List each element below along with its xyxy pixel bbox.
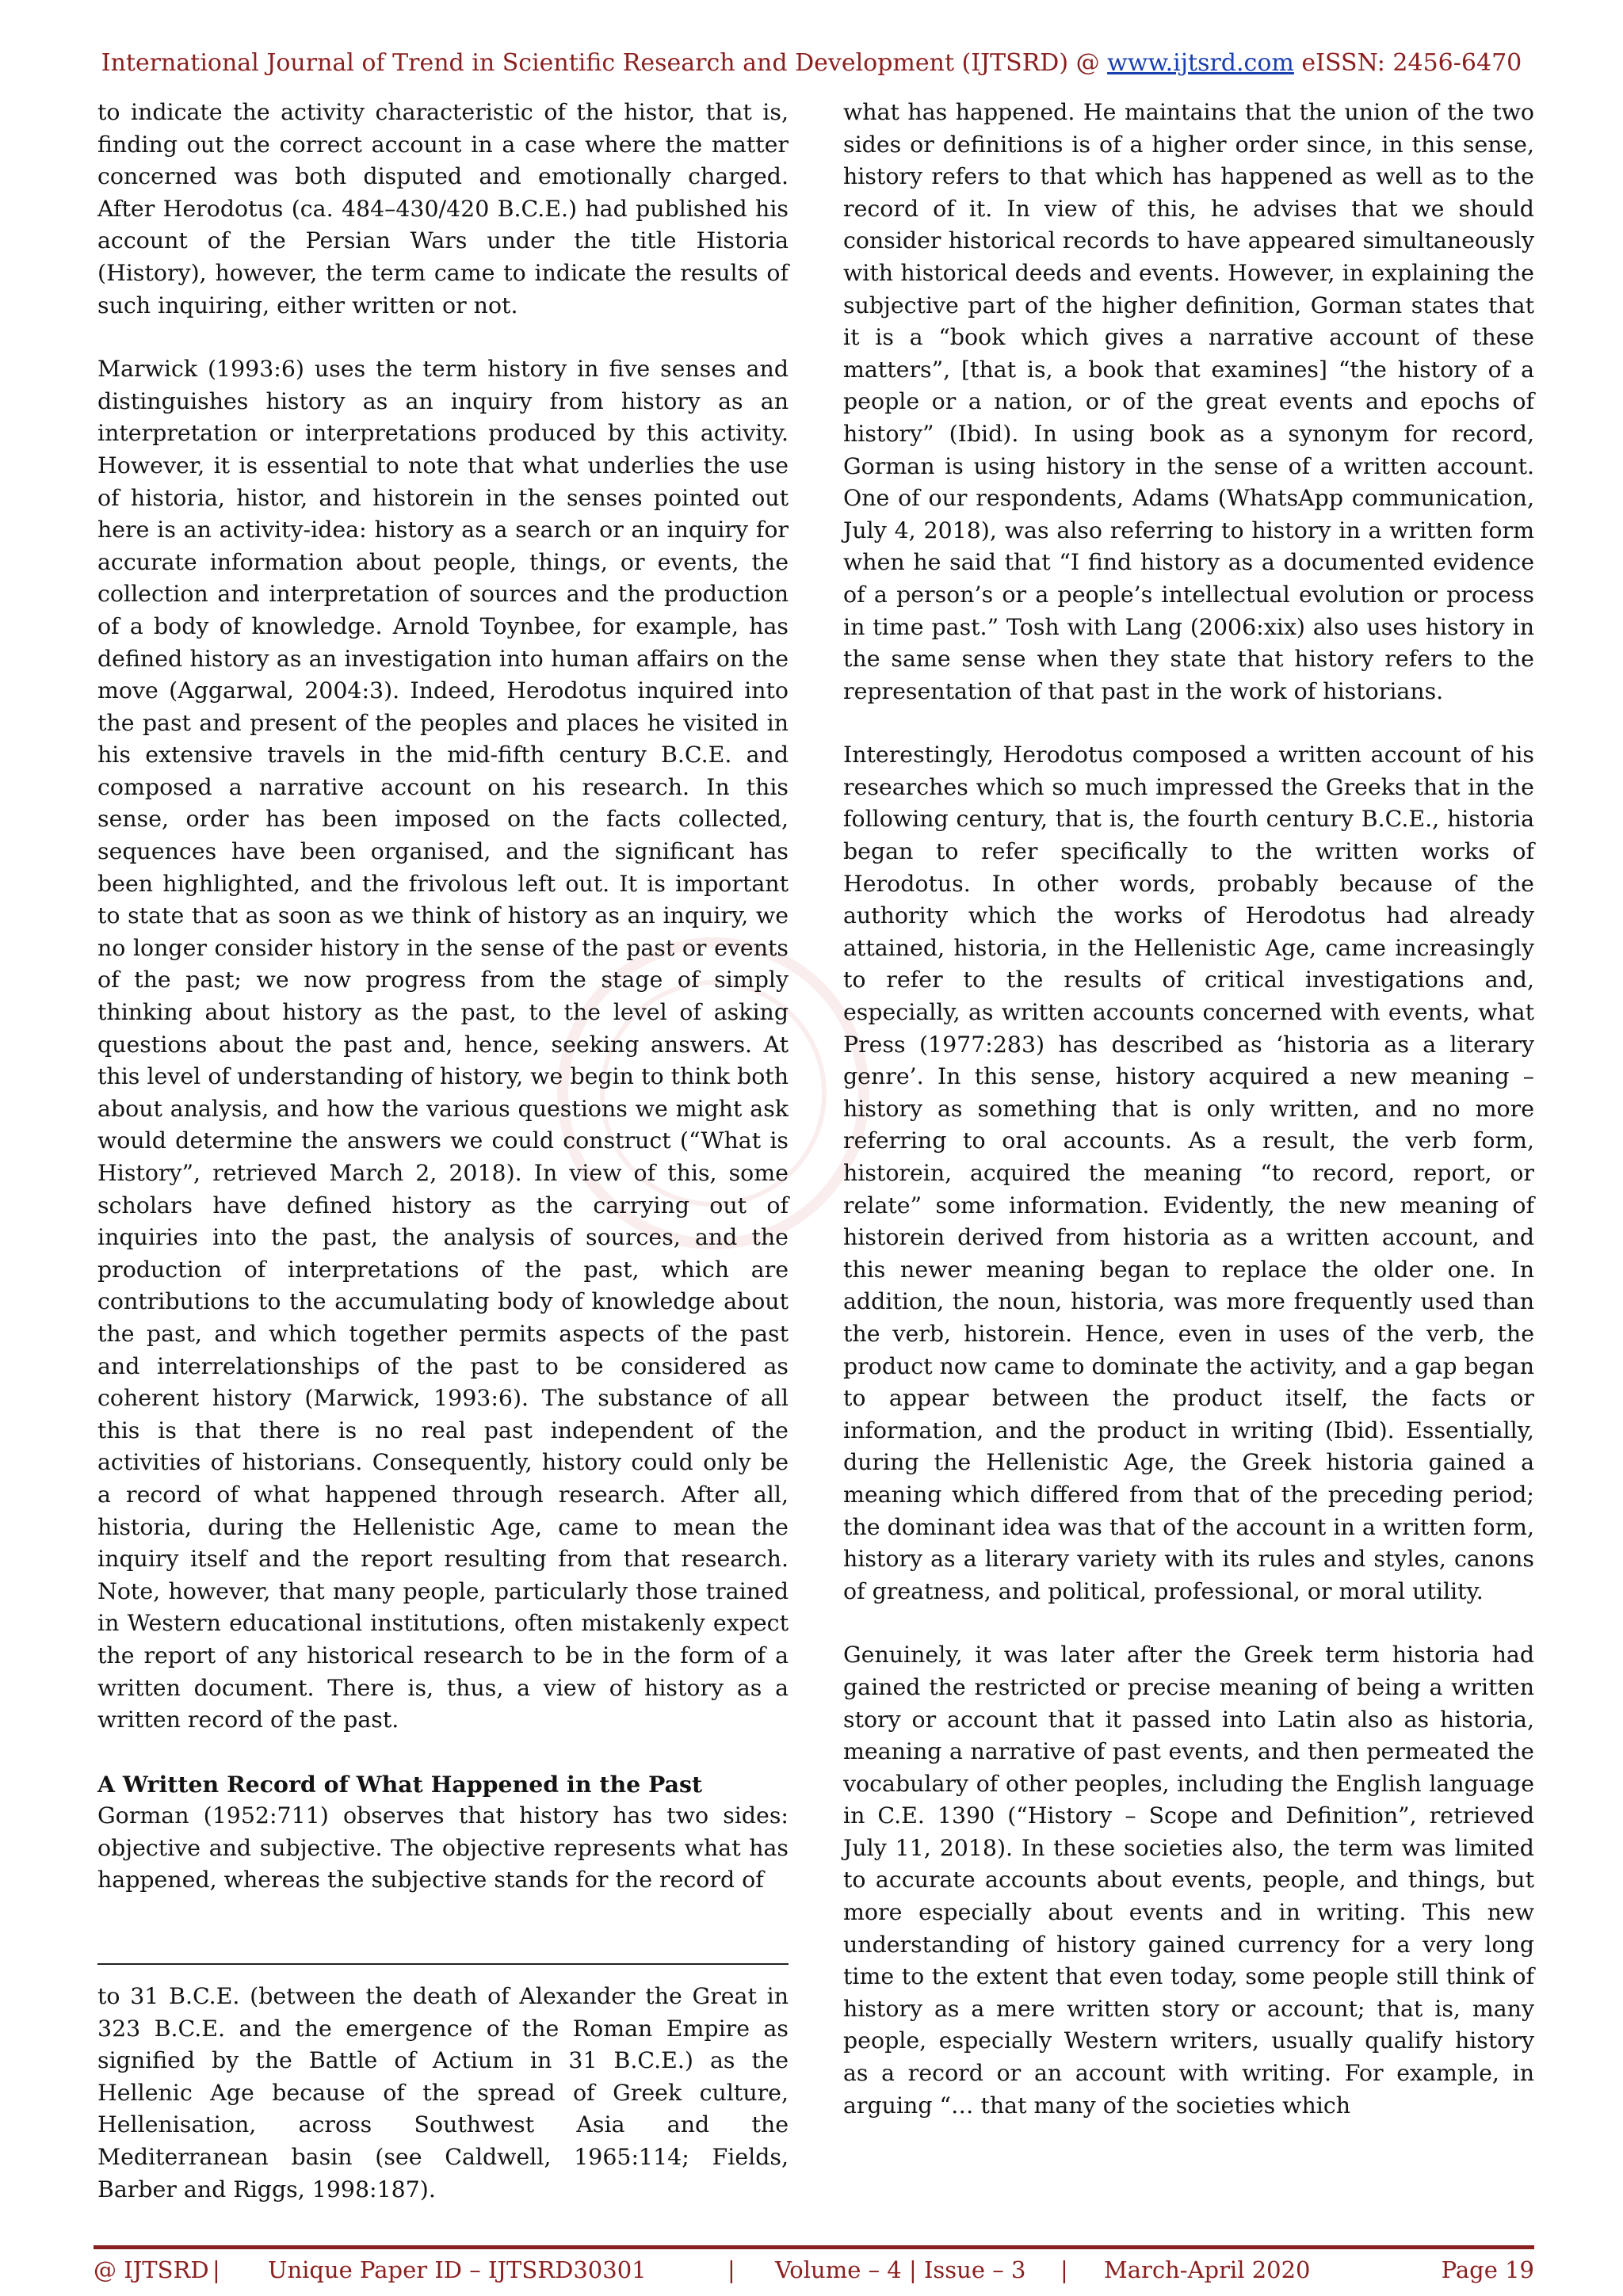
footer-separator: | — [212, 2256, 220, 2283]
left-paragraph-1: to indicate the activity characteristic of the histor, that is, finding out the correct account in a case where the matter concerned was both disputed and emotionally charged. After Herodotus (ca. 484–430/420 B.C.E.) had published his account of the Persian Wars under the title Historia (History), however, the term came to indicate the results of such inquiring, either written or not. — [97, 99, 789, 318]
footer-divider — [94, 2245, 1534, 2249]
footer-separator: | — [1060, 2256, 1068, 2283]
left-column — [97, 97, 789, 1897]
journal-url-link[interactable]: www.ijtsrd.com — [1107, 49, 1294, 77]
footer-volume-issue: Volume – 4 | Issue – 3 — [775, 2256, 1026, 2283]
running-header — [0, 49, 1623, 77]
right-column — [843, 97, 1534, 2122]
footer-paper-id: Unique Paper ID – IJTSRD30301 — [268, 2256, 647, 2283]
right-paragraph-3: Genuinely, it was later after the Greek term historia had gained the restricted or precise meaning of being a written story or account that it passed into Latin also as historia, meaning a narrative of past events, and then permeated the vocabulary of other peoples, including the English language in C.E. 1390 (“History – Scope and Definition”, retrieved July 11, 2018). In these societies also, the term was limited to accurate accounts about events, people, and things, but more especially about events and in writing. This new understanding of history gained currency for a very long time to the extent that even today, some people still think of history as a mere written story or account; that is, many people, especially Western writers, usually qualify history as a record or an account with writing. For example, in arguing “… that many of the societies which — [843, 1642, 1534, 2119]
running-footer — [94, 2256, 1534, 2283]
footer-brand: @ IJTSRD — [94, 2256, 209, 2283]
left-paragraph-2: Marwick (1993:6) uses the term history in five senses and distinguishes history as an inquiry from history as an interpretation or interpretations produced by this activity. However, it is essential to note that what underlies the use of historia, histor, and historein in the senses pointed out here is an activity-idea: history as a search or an inquiry for accurate information about people, things, or events, the collection and interpretation of sources and the production of a body of knowledge. Arnold Toynbee, for example, has defined history as an investigation into human affairs on the move (Aggarwal, 2004:3). Indeed, Herodotus inquired into the past and present of the peoples and places he visited in his extensive travels in the mid-fifth century B.C.E. and composed a narrative account on his research. In this sense, order has been imposed on the facts collected, sequences have been organised, and the significant has been highlighted, and the frivolous left out. It is important to state that as soon as we think of history as an inquiry, we no longer consider history in the sense of the past or events of the past; we now progress from the stage of simply thinking about history as the past, to the level of asking questions about the past and, hence, seeking answers. At this level of understanding of history, we begin to think both about analysis, and how the various questions we might ask would determine the answers we could construct (“What is History”, retrieved March 2, 2018). In view of this, some scholars have defined history as the carrying out of inquiries into the past, the analysis of sources, and the production of interpretations of the past, which are contributions to the accumulating body of knowledge about the past, and which together permits aspects of the past and interrelationships of the past to be considered as coherent history (Marwick, 1993:6). The substance of all this is that there is no real past independent of the activities of historians. Consequently, history could only be a record of what happened through research. After all, historia, during the Hellenistic Age, came to mean the inquiry itself and the report resulting from that research. Note, however, that many people, particularly those trained in Western educational institutions, often mistakenly expect the report of any historical research to be in the form of a written document. There is, thus, a view of history as a written record of the past. — [97, 356, 789, 1733]
footer-date: March-April 2020 — [1104, 2256, 1311, 2283]
left-paragraph-3: Gorman (1952:711) observes that history has two sides: objective and subjective. The objective represents what has happened, whereas the subjective stands for the record of — [97, 1802, 789, 1894]
footnote-divider — [97, 1963, 789, 1965]
section-heading: A Written Record of What Happened in the Past — [97, 1770, 703, 1798]
right-paragraph-2: Interestingly, Herodotus composed a written account of his researches which so much impressed the Greeks that in the following century, that is, the fourth century B.C.E., historia began to refer specifically to the written works of Herodotus. In other words, probably because of the authority which the works of Herodotus had already attained, historia, in the Hellenistic Age, came increasingly to refer to the results of critical investigations and, especially, as written accounts concerned with events, what Press (1977:283) has described as ‘historia as a literary genre’. In this sense, history acquired a new meaning – history as something that is only written, and no more referring to oral accounts. As a result, the verb form, historein, acquired the meaning “to record, report, or relate” some information. Evidently, the new meaning of historein derived from historia as a written account, and this newer meaning began to replace the older one. In addition, the noun, historia, was more frequently used than the verb, historein. Hence, even in uses of the verb, the product now came to dominate the activity, and a gap began to appear between the product itself, the facts or information, and the product in writing (Ibid). Essentially, during the Hellenistic Age, the Greek historia gained a meaning which differed from that of the preceding period; the dominant idea was that of the account in a written form, history as a literary variety with its rules and styles, canons of greatness, and political, professional, or moral utility. — [843, 742, 1534, 1604]
footnote-text: to 31 B.C.E. (between the death of Alexander the Great in 323 B.C.E. and the emergence of the Roman Empire as signified by the Battle of Actium in 31 B.C.E.) as the Hellenic Age because of the spread of Greek culture, Hellenisation, across Southwest Asia and the Mediterranean basin (see Caldwell, 1965:114; Fields, Barber and Riggs, 1998:187). — [97, 1983, 789, 2203]
journal-name: International Journal of Trend in Scientific Research and Development (IJTSRD) @ — [101, 49, 1108, 77]
journal-issn: eISSN: 2456-6470 — [1293, 49, 1522, 77]
footer-page-number: Page 19 — [1441, 2256, 1534, 2283]
right-paragraph-1: what has happened. He maintains that the union of the two sides or definitions is of a higher order since, in this sense, history refers to that which has happened as well as to the record of it. In view of this, he advises that we should consider historical records to have appeared simultaneously with historical deeds and events. However, in explaining the subjective part of the higher definition, Gorman states that it is a “book which gives a narrative account of these matters”, [that is, a book that examines] “the history of a people or a nation, or of the great events and epochs of history” (Ibid). In using book as a synonym for record, Gorman is using history in the sense of a written account. One of our respondents, Adams (WhatsApp communication, July 4, 2018), was also referring to history in a written form when he said that “I find history as a documented evidence of a person’s or a people’s intellectual evolution or process in time past.” Tosh with Lang (2006:xix) also uses history in the same sense when they state that history refers to the representation of that past in the work of historians. — [843, 99, 1534, 704]
footer-separator: | — [727, 2256, 735, 2283]
